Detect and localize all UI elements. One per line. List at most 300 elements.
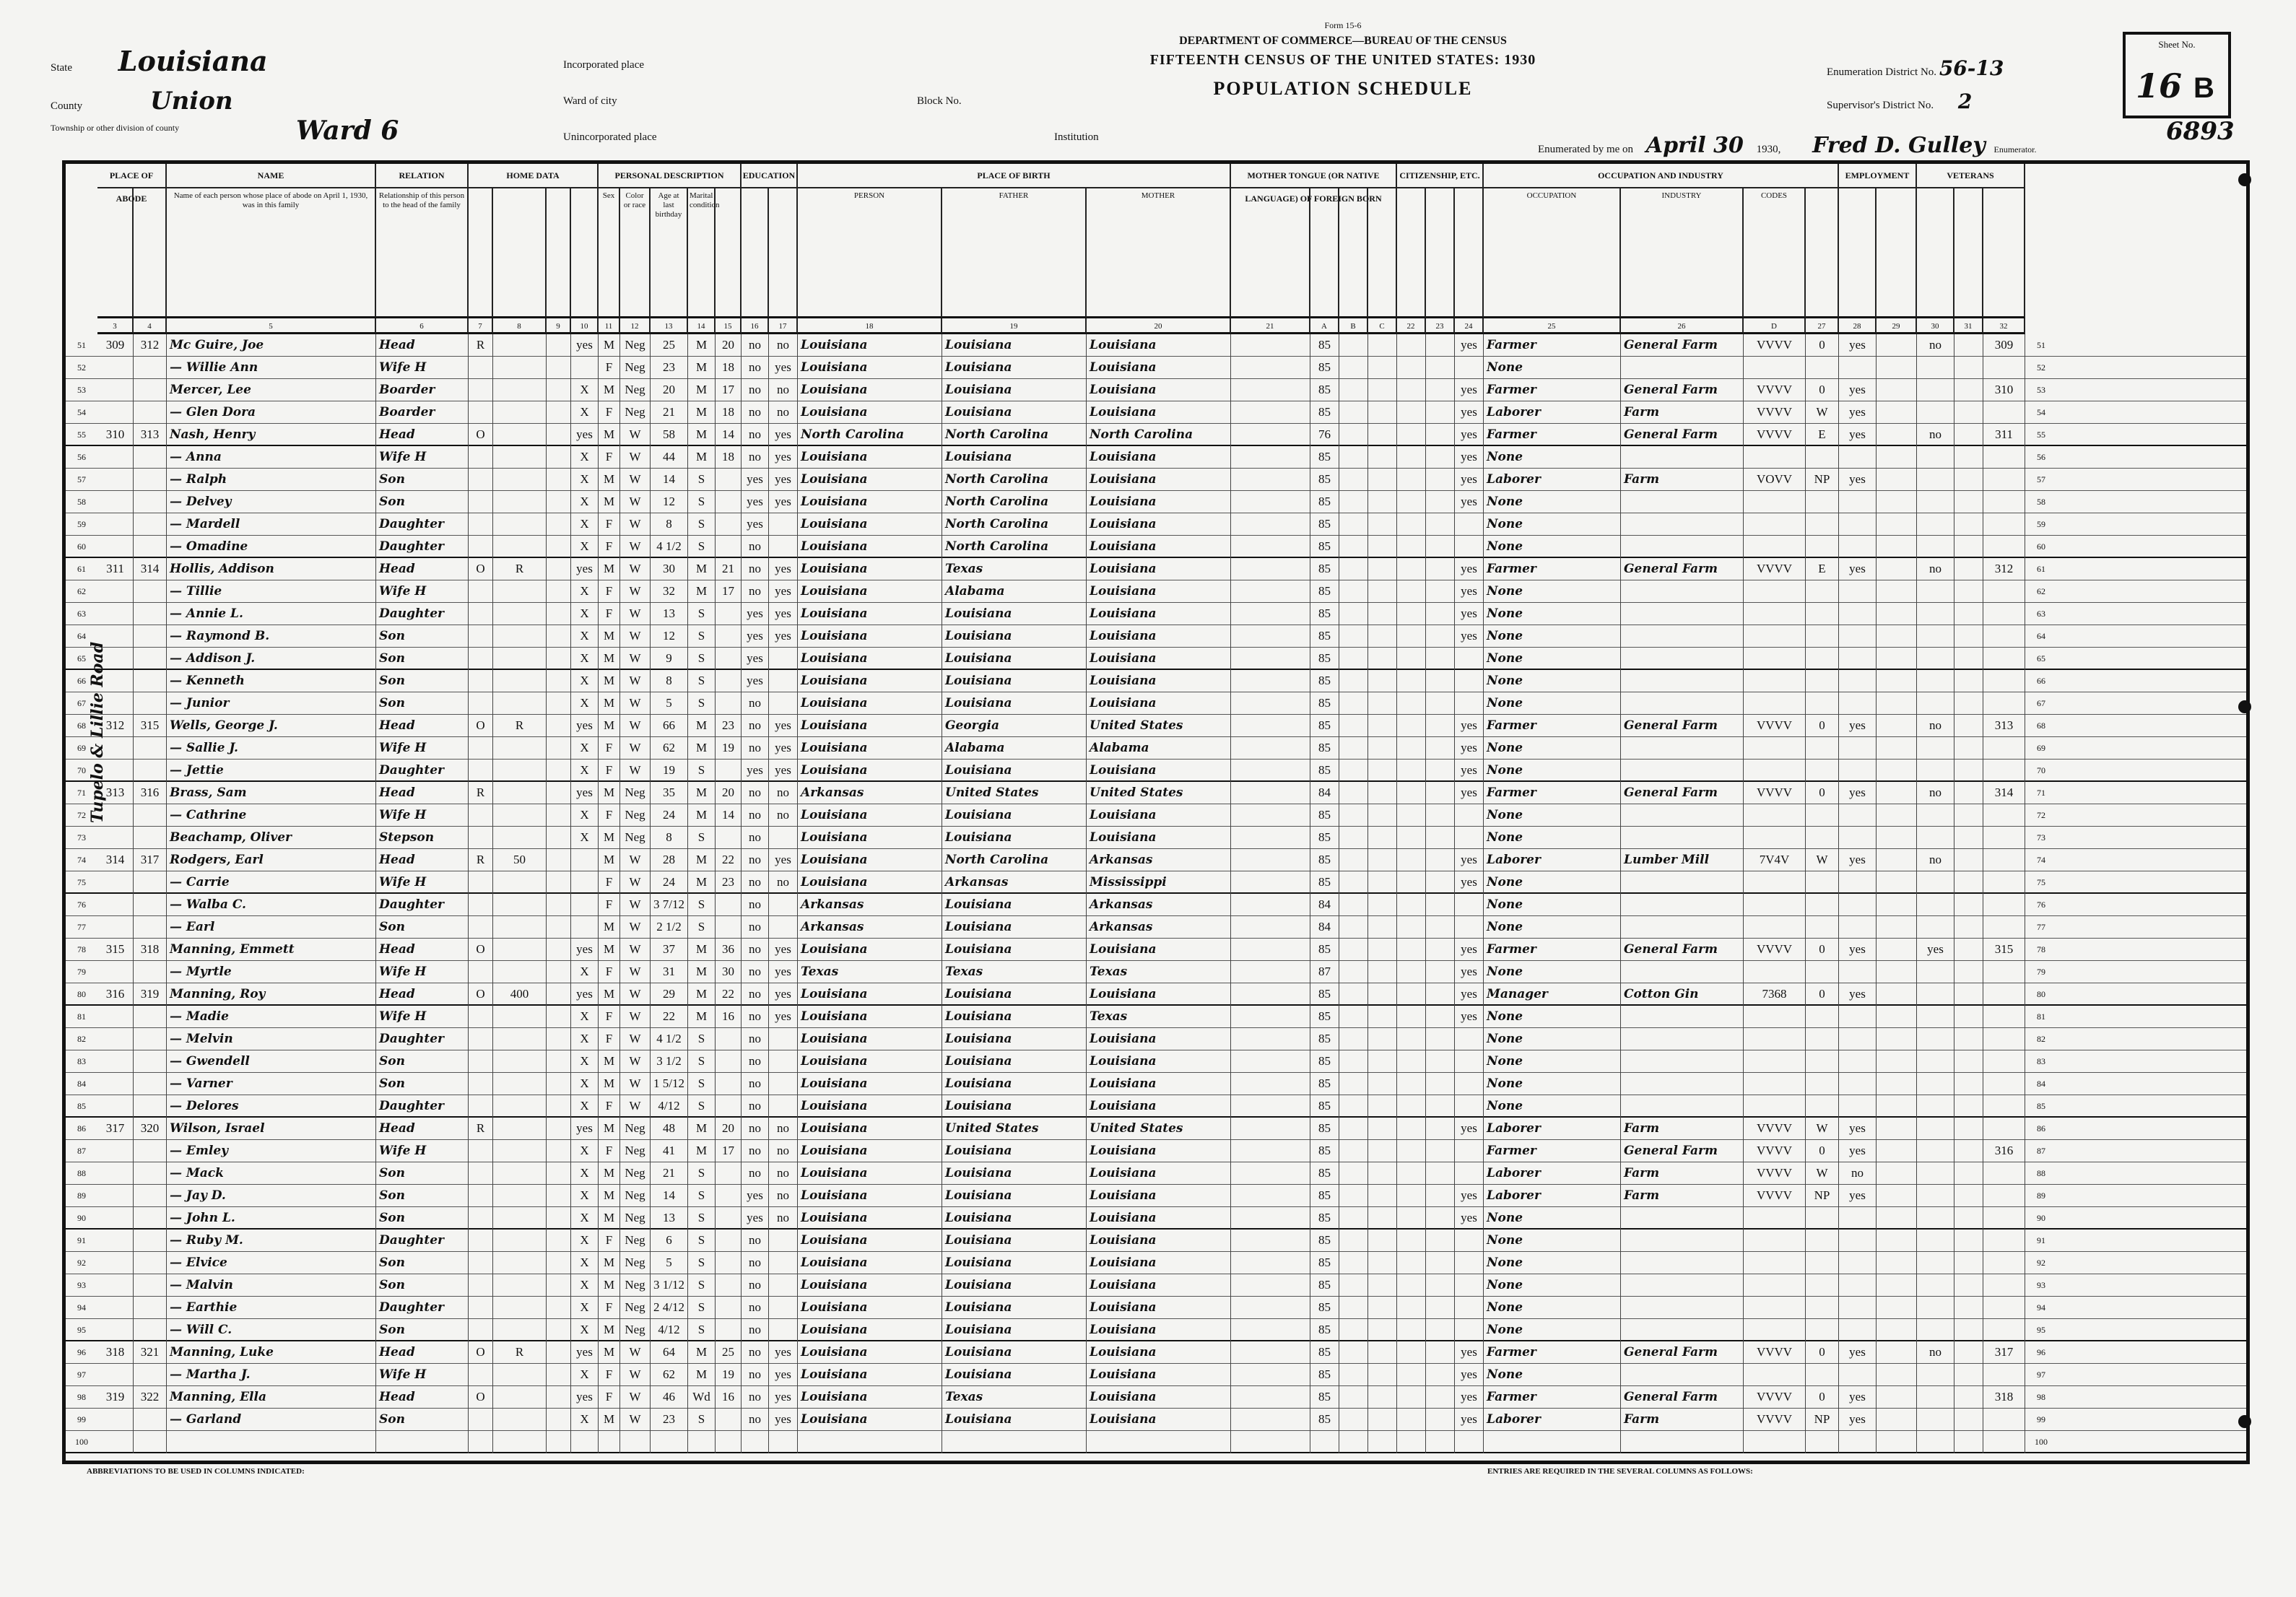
cell-rel: Son: [376, 1073, 469, 1095]
cell-x23: [1426, 1050, 1455, 1073]
cell-ind: Lumber Mill: [1621, 849, 1744, 871]
cell-read: yes: [769, 715, 798, 737]
line-number: 81: [77, 1011, 86, 1022]
cell-work: yes: [1455, 1364, 1484, 1386]
cell-xB: [1339, 1073, 1368, 1095]
cell-farm: X: [571, 1050, 599, 1073]
cell-cls: [1744, 871, 1806, 894]
cell-xC: [1368, 424, 1397, 446]
column-header: FATHER: [942, 188, 1087, 318]
cell-x29: [1877, 1006, 1917, 1028]
cell-mar: M: [688, 804, 716, 827]
cell-x22: [1397, 648, 1426, 670]
cell-radio: [493, 1118, 547, 1140]
cell-mar: S: [688, 670, 716, 692]
cell-bp: Louisiana: [798, 469, 942, 491]
cell-work: yes: [1455, 1386, 1484, 1409]
cell-x22: [1397, 1118, 1426, 1140]
cell-tenure: [469, 670, 493, 692]
cell-farmsch: [1983, 1006, 2025, 1028]
cell-x31: [1954, 1207, 1983, 1230]
cell-radio: [493, 469, 547, 491]
cell-x22: [1397, 1274, 1426, 1297]
cell-x29: [1877, 961, 1917, 983]
cell-x31: [1954, 580, 1983, 603]
cell-bm: Louisiana: [1087, 379, 1231, 401]
cell-o: [1806, 1252, 1839, 1274]
cell-bm: Louisiana: [1087, 513, 1231, 536]
cell-mar: S: [688, 760, 716, 782]
cell-mar: S: [688, 491, 716, 513]
cell-xC: [1368, 1006, 1397, 1028]
cell-o: [1806, 1028, 1839, 1050]
cell-bp: Louisiana: [798, 1386, 942, 1409]
cell-tenure: [469, 1073, 493, 1095]
cell-xB: [1339, 1386, 1368, 1409]
line-number-right: 67: [2037, 698, 2045, 708]
cell-x9: [547, 983, 571, 1006]
column-group-header: MOTHER TONGUE (OR NATIVE LANGUAGE) OF FOREIGN BORN: [1231, 164, 1397, 188]
line-number-right: 65: [2037, 653, 2045, 663]
cell-farm: [571, 849, 599, 871]
cell-x21: [1231, 715, 1310, 737]
cell-dw: 316: [97, 983, 134, 1006]
cell-o: E: [1806, 558, 1839, 580]
cell-x21: [1231, 760, 1310, 782]
cell-race: W: [620, 513, 651, 536]
table-row: [66, 849, 2246, 871]
cell-bp: Louisiana: [798, 1319, 942, 1341]
cell-o: [1806, 1319, 1839, 1341]
cell-work: [1455, 894, 1484, 916]
cell-radio: [493, 692, 547, 715]
cell-rel: Head: [376, 849, 469, 871]
cell-sch: no: [742, 1274, 769, 1297]
cell-code: 85: [1310, 491, 1339, 513]
cell-bm: Louisiana: [1087, 1095, 1231, 1118]
cell-ind: Farm: [1621, 1409, 1744, 1431]
cell-ind: General Farm: [1621, 558, 1744, 580]
cell-bp: Louisiana: [798, 558, 942, 580]
cell-sex: M: [599, 1185, 620, 1207]
cell-code: 76: [1310, 424, 1339, 446]
cell-x23: [1426, 603, 1455, 625]
cell-work: yes: [1455, 424, 1484, 446]
cell-name: Wells, George J.: [167, 715, 376, 737]
cell-rel: Son: [376, 916, 469, 939]
cell-x23: [1426, 1297, 1455, 1319]
line-number-right: 58: [2037, 497, 2045, 507]
cell-x23: [1426, 580, 1455, 603]
cell-ind: [1621, 491, 1744, 513]
cell-xB: [1339, 961, 1368, 983]
cell-occ: None: [1484, 827, 1621, 849]
cell-tenure: O: [469, 558, 493, 580]
cell-mar: M: [688, 871, 716, 894]
cell-rel: Daughter: [376, 536, 469, 558]
cell-age: 31: [651, 961, 688, 983]
cell-vet: [1917, 961, 1954, 983]
cell-xB: [1339, 737, 1368, 760]
cell-xB: [1339, 357, 1368, 379]
cell-farm: [571, 916, 599, 939]
cell-sch: yes: [742, 603, 769, 625]
cell-rel: Son: [376, 648, 469, 670]
cell-age: 5: [651, 692, 688, 715]
cell-vet: no: [1917, 782, 1954, 804]
cell-bm: Louisiana: [1087, 357, 1231, 379]
cell-x31: [1954, 334, 1983, 357]
cell-x22: [1397, 1185, 1426, 1207]
cell-sex: M: [599, 715, 620, 737]
cell-vet: [1917, 536, 1954, 558]
cell-x22: [1397, 334, 1426, 357]
cell-race: Neg: [620, 357, 651, 379]
cell-emp: no: [1839, 1162, 1877, 1185]
cell-xC: [1368, 1386, 1397, 1409]
sheet-box: Sheet No. 16 B: [2123, 32, 2231, 118]
cell-farm: X: [571, 625, 599, 648]
cell-agem: [716, 536, 742, 558]
cell-age: 20: [651, 379, 688, 401]
cell-read: [769, 1252, 798, 1274]
cell-fam: [134, 1162, 167, 1185]
table-row: [66, 804, 2246, 827]
cell-xB: [1339, 1050, 1368, 1073]
cell-tenure: O: [469, 1386, 493, 1409]
cell-xC: [1368, 469, 1397, 491]
cell-vet: [1917, 446, 1954, 469]
cell-fam: [134, 603, 167, 625]
cell-tenure: [469, 737, 493, 760]
cell-code: 85: [1310, 737, 1339, 760]
line-number-right: 98: [2037, 1392, 2045, 1402]
cell-x21: [1231, 1050, 1310, 1073]
cell-x31: [1954, 939, 1983, 961]
table-row: [66, 715, 2246, 737]
line-number-right: 56: [2037, 452, 2045, 462]
line-number: 94: [77, 1302, 86, 1313]
cell-radio: [493, 737, 547, 760]
cell-age: 21: [651, 1162, 688, 1185]
cell-sch: yes: [742, 670, 769, 692]
cell-x29: [1877, 1297, 1917, 1319]
cell-name: — Sallie J.: [167, 737, 376, 760]
cell-code: 85: [1310, 334, 1339, 357]
cell-x31: [1954, 1252, 1983, 1274]
cell-x21: [1231, 1319, 1310, 1341]
cell-emp: [1839, 625, 1877, 648]
cell-emp: [1839, 1319, 1877, 1341]
cell-dw: [97, 1319, 134, 1341]
column-number: 7: [469, 318, 493, 334]
cell-occ: Farmer: [1484, 939, 1621, 961]
cell-bf: Louisiana: [942, 1095, 1087, 1118]
cell-agem: 23: [716, 871, 742, 894]
cell-radio: [493, 379, 547, 401]
cell-bf: Alabama: [942, 737, 1087, 760]
cell-x9: [547, 1386, 571, 1409]
cell-mar: S: [688, 916, 716, 939]
cell-agem: 20: [716, 782, 742, 804]
table-row: [66, 1185, 2246, 1207]
table-row: [66, 648, 2246, 670]
cell-x29: [1877, 1073, 1917, 1095]
cell-agem: [716, 1207, 742, 1230]
cell-name: — Omadine: [167, 536, 376, 558]
column-group-header: PLACE OF BIRTH: [798, 164, 1231, 188]
cell-age: 46: [651, 1386, 688, 1409]
cell-bf: North Carolina: [942, 536, 1087, 558]
cell-vet: [1917, 1230, 1954, 1252]
cell-age: 3 1/2: [651, 1050, 688, 1073]
cell-dw: [97, 871, 134, 894]
township-label: Township or other division of county: [51, 123, 180, 133]
cell-sex: M: [599, 692, 620, 715]
cell-radio: [493, 1185, 547, 1207]
cell-read: yes: [769, 760, 798, 782]
cell-vet: [1917, 1274, 1954, 1297]
cell-xB: [1339, 603, 1368, 625]
cell-tenure: [469, 1364, 493, 1386]
cell-read: yes: [769, 737, 798, 760]
cell-read: yes: [769, 1006, 798, 1028]
cell-farm: X: [571, 1252, 599, 1274]
cell-x9: [547, 1252, 571, 1274]
cell-rel: Son: [376, 1252, 469, 1274]
cell-fam: 313: [134, 424, 167, 446]
cell-fam: [134, 670, 167, 692]
cell-age: 4/12: [651, 1319, 688, 1341]
line-number-right: 89: [2037, 1191, 2045, 1201]
cell-race: W: [620, 983, 651, 1006]
cell-x23: [1426, 1431, 1455, 1453]
cell-tenure: [469, 692, 493, 715]
table-row: [66, 1341, 2246, 1364]
cell-fam: 322: [134, 1386, 167, 1409]
cell-x22: [1397, 1095, 1426, 1118]
column-header: Sex: [599, 188, 620, 318]
cell-sch: yes: [742, 491, 769, 513]
cell-x23: [1426, 916, 1455, 939]
cell-x9: [547, 357, 571, 379]
state-value: Louisiana: [118, 45, 268, 77]
cell-bp: Louisiana: [798, 1230, 942, 1252]
table-row: [66, 357, 2246, 379]
column-number: 16: [742, 318, 769, 334]
cell-rel: Wife H: [376, 1140, 469, 1162]
column-number: B: [1339, 318, 1368, 334]
cell-sex: M: [599, 827, 620, 849]
cell-agem: 22: [716, 849, 742, 871]
cell-xC: [1368, 916, 1397, 939]
cell-emp: [1839, 603, 1877, 625]
line-number: 52: [77, 362, 86, 373]
cell-cls: [1744, 1095, 1806, 1118]
cell-fam: [134, 916, 167, 939]
column-number: 5: [167, 318, 376, 334]
cell-x29: [1877, 1140, 1917, 1162]
cell-x21: [1231, 1297, 1310, 1319]
cell-x22: [1397, 782, 1426, 804]
cell-age: 24: [651, 871, 688, 894]
line-number-right: 52: [2037, 362, 2045, 373]
cell-vet: [1917, 983, 1954, 1006]
cell-tenure: R: [469, 782, 493, 804]
cell-bp: Louisiana: [798, 827, 942, 849]
cell-occ: None: [1484, 894, 1621, 916]
cell-mar: S: [688, 1185, 716, 1207]
table-row: [66, 670, 2246, 692]
incorporated-label: Incorporated place: [563, 59, 645, 71]
cell-o: [1806, 625, 1839, 648]
cell-bf: Louisiana: [942, 1409, 1087, 1431]
table-row: [66, 469, 2246, 491]
cell-x23: [1426, 1252, 1455, 1274]
cell-x22: [1397, 1006, 1426, 1028]
cell-sex: M: [599, 670, 620, 692]
cell-work: [1455, 513, 1484, 536]
cell-radio: [493, 1319, 547, 1341]
cell-read: [769, 1297, 798, 1319]
line-number-right: 59: [2037, 519, 2045, 529]
cell-xB: [1339, 536, 1368, 558]
cell-bm: Louisiana: [1087, 334, 1231, 357]
cell-name: — Ruby M.: [167, 1230, 376, 1252]
cell-farm: [571, 894, 599, 916]
cell-sex: M: [599, 782, 620, 804]
column-number: 31: [1954, 318, 1983, 334]
cell-farmsch: [1983, 446, 2025, 469]
cell-radio: [493, 804, 547, 827]
cell-x23: [1426, 1140, 1455, 1162]
cell-vet: [1917, 827, 1954, 849]
cell-xC: [1368, 827, 1397, 849]
cell-o: [1806, 894, 1839, 916]
cell-code: 85: [1310, 715, 1339, 737]
supervisor-district: Supervisor's District No. 2: [1827, 90, 1973, 113]
cell-work: [1455, 648, 1484, 670]
cell-bf: Louisiana: [942, 670, 1087, 692]
cell-farmsch: 316: [1983, 1140, 2025, 1162]
cell-agem: [716, 1274, 742, 1297]
cell-code: 85: [1310, 1185, 1339, 1207]
cell-dw: [97, 1207, 134, 1230]
cell-sex: F: [599, 871, 620, 894]
table-row: [66, 827, 2246, 849]
cell-sex: M: [599, 1207, 620, 1230]
cell-agem: 36: [716, 939, 742, 961]
cell-agem: 16: [716, 1006, 742, 1028]
cell-bm: Louisiana: [1087, 1028, 1231, 1050]
cell-x22: [1397, 536, 1426, 558]
cell-sch: yes: [742, 469, 769, 491]
cell-x22: [1397, 379, 1426, 401]
column-group-header: NAME: [167, 164, 376, 188]
cell-ind: [1621, 760, 1744, 782]
cell-rel: Head: [376, 782, 469, 804]
cell-vet: [1917, 804, 1954, 827]
cell-o: 0: [1806, 334, 1839, 357]
line-number-right: 95: [2037, 1325, 2045, 1335]
line-number-right: 75: [2037, 877, 2045, 887]
cell-cls: VVVV: [1744, 1140, 1806, 1162]
cell-name: — John L.: [167, 1207, 376, 1230]
cell-xB: [1339, 1006, 1368, 1028]
column-group-header: EDUCATION: [742, 164, 798, 188]
cell-bf: Texas: [942, 1386, 1087, 1409]
cell-bp: Louisiana: [798, 1118, 942, 1140]
cell-x21: [1231, 1095, 1310, 1118]
cell-tenure: [469, 894, 493, 916]
cell-agem: 30: [716, 961, 742, 983]
line-number: 53: [77, 385, 86, 395]
cell-xC: [1368, 491, 1397, 513]
cell-x21: [1231, 961, 1310, 983]
cell-tenure: R: [469, 334, 493, 357]
cell-bp: Louisiana: [798, 1095, 942, 1118]
cell-vet: [1917, 760, 1954, 782]
cell-bf: Louisiana: [942, 1297, 1087, 1319]
cell-mar: M: [688, 357, 716, 379]
cell-occ: Farmer: [1484, 1386, 1621, 1409]
cell-fam: [134, 1140, 167, 1162]
column-header: [1426, 188, 1455, 318]
column-header: CODES: [1744, 188, 1806, 318]
cell-farmsch: 318: [1983, 1386, 2025, 1409]
cell-emp: [1839, 1431, 1877, 1453]
cell-radio: [493, 894, 547, 916]
cell-ind: General Farm: [1621, 334, 1744, 357]
cell-x31: [1954, 670, 1983, 692]
cell-work: yes: [1455, 1185, 1484, 1207]
cell-bf: Louisiana: [942, 625, 1087, 648]
line-number: 90: [77, 1213, 86, 1223]
cell-emp: yes: [1839, 334, 1877, 357]
cell-x21: [1231, 446, 1310, 469]
cell-age: 14: [651, 1185, 688, 1207]
cell-farmsch: [1983, 692, 2025, 715]
cell-bm: Mississippi: [1087, 871, 1231, 894]
cell-bf: Arkansas: [942, 871, 1087, 894]
cell-emp: yes: [1839, 849, 1877, 871]
cell-race: W: [620, 939, 651, 961]
cell-tenure: O: [469, 1341, 493, 1364]
cell-fam: 314: [134, 558, 167, 580]
cell-farm: X: [571, 670, 599, 692]
cell-x29: [1877, 1386, 1917, 1409]
cell-farm: X: [571, 1162, 599, 1185]
cell-bm: Louisiana: [1087, 1252, 1231, 1274]
line-number-right: 99: [2037, 1414, 2045, 1424]
table-row: [66, 1140, 2246, 1162]
cell-bm: Arkansas: [1087, 916, 1231, 939]
cell-o: W: [1806, 401, 1839, 424]
cell-agem: [716, 1028, 742, 1050]
column-number: 14: [688, 318, 716, 334]
cell-cls: [1744, 491, 1806, 513]
cell-sch: no: [742, 334, 769, 357]
cell-age: 66: [651, 715, 688, 737]
column-number: 3: [97, 318, 134, 334]
cell-fam: [134, 469, 167, 491]
cell-code: 84: [1310, 894, 1339, 916]
cell-occ: Manager: [1484, 983, 1621, 1006]
cell-x22: [1397, 737, 1426, 760]
cell-xB: [1339, 804, 1368, 827]
cell-bm: North Carolina: [1087, 424, 1231, 446]
cell-x31: [1954, 1364, 1983, 1386]
